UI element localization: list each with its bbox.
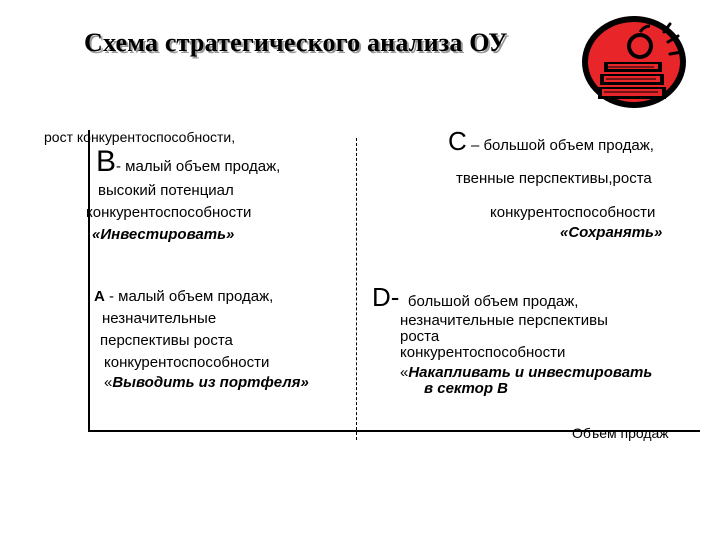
quadrant-b-head: - малый объем продаж, xyxy=(116,158,281,175)
quadrant-a-line-3: конкурентоспособности xyxy=(104,354,270,371)
quadrant-b-letter: B xyxy=(96,145,117,178)
quadrant-a-action: Выводить из портфеля» xyxy=(112,374,309,391)
quadrant-d-head: большой объем продаж, xyxy=(407,293,579,310)
page-title: Схема стратегического анализа ОУ xyxy=(84,28,508,57)
quadrant-b-action: «Инвестировать» xyxy=(92,226,235,243)
quadrant-d-action-open: « xyxy=(400,364,409,381)
quadrant-a-head: - малый объем продаж, xyxy=(104,288,274,305)
quadrant-c-letter: C xyxy=(448,126,467,156)
vertical-divider xyxy=(356,138,357,440)
quadrant-c-head: – большой объем продаж, xyxy=(466,137,654,154)
y-axis-label: рост конкурентоспособности, xyxy=(44,129,236,145)
quadrant-d-line-1: незначительные перспективы xyxy=(400,312,608,329)
quadrant-a-letter: А xyxy=(94,288,105,305)
x-axis-label: Объем продаж xyxy=(572,425,669,441)
quadrant-d-line-2: роста xyxy=(400,328,440,345)
quadrant-d-action: Накапливать и инвестировать xyxy=(408,364,653,381)
quadrant-b-line-2: конкурентоспособности xyxy=(86,204,252,221)
quadrant-c-line-1: твенные перспективы,роста xyxy=(456,170,652,187)
quadrant-c-action: «Сохранять» xyxy=(560,224,663,241)
quadrant-d-letter: D- xyxy=(372,282,400,312)
quadrant-c-line-2: конкурентоспособности xyxy=(490,204,656,221)
quadrant-a-line-1: незначительные xyxy=(102,310,217,327)
quadrant-d-action-2: в сектор В xyxy=(424,380,508,397)
quadrant-b-line-1: высокий потенциал xyxy=(98,182,234,199)
quadrant-d-line-3: конкурентоспособности xyxy=(400,344,566,361)
quadrant-a-action-wrap xyxy=(104,374,309,392)
quadrant-a-action-open: « xyxy=(104,374,113,391)
books-apple-icon xyxy=(578,12,690,117)
y-axis xyxy=(88,130,90,432)
quadrant-a-line-2: перспективы роста xyxy=(100,332,233,349)
